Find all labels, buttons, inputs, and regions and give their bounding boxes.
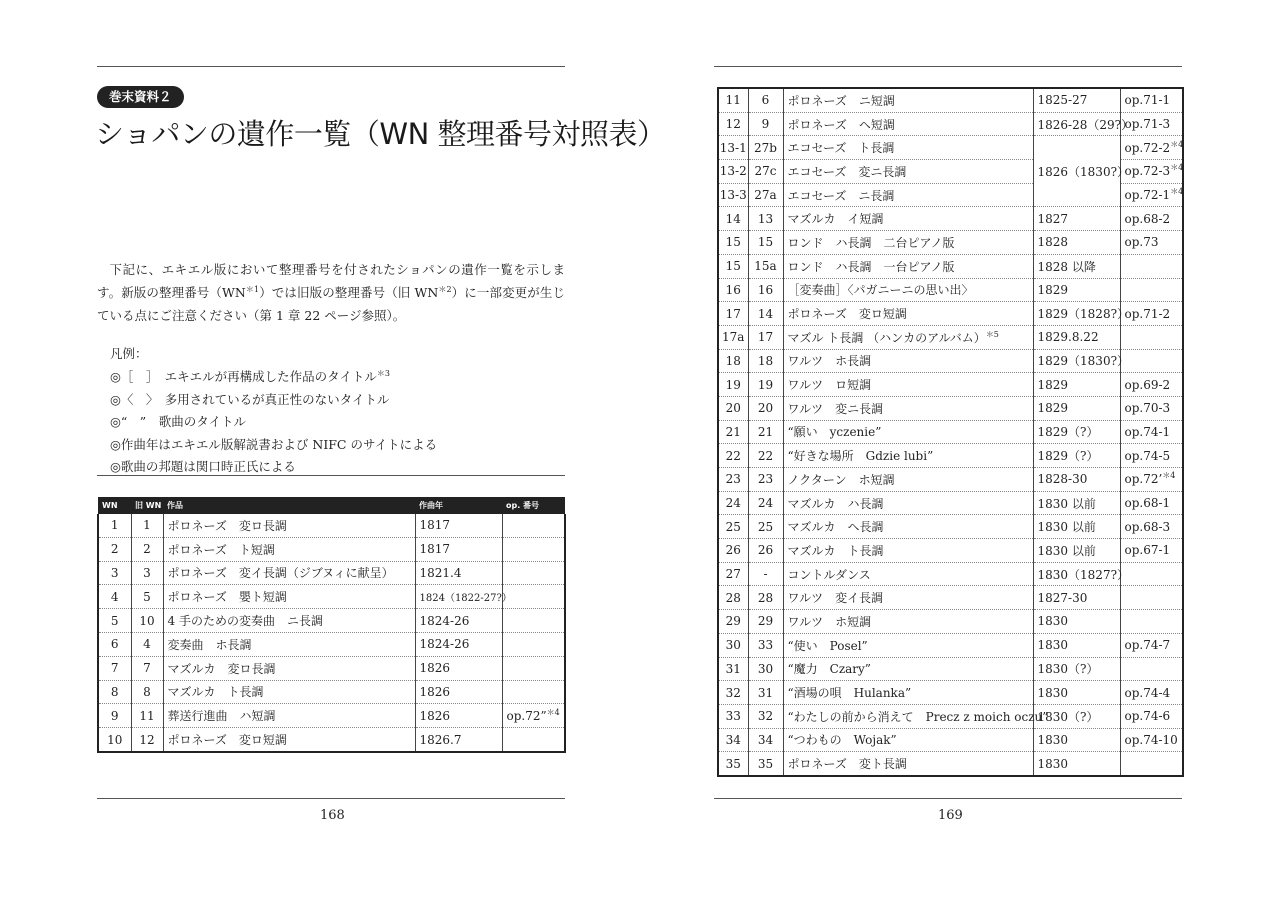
cell-year: 1829（?）	[1033, 444, 1120, 468]
cell-year: 1830	[1033, 633, 1120, 657]
cell-op: op.73	[1120, 231, 1183, 255]
cell-old-wn: 18	[748, 349, 783, 373]
cell-work: 4 手のための変奏曲 ニ長調	[163, 609, 415, 633]
table-row	[98, 680, 565, 704]
cell-wn: 29	[718, 610, 748, 634]
cell-op: $op.72-3^{*4}$	[1120, 160, 1183, 184]
cell-work: “好きな場所 Gdzie lubi”	[783, 444, 1033, 468]
cell-work: エコセーズ ト長調	[783, 136, 1033, 160]
cell-op	[1120, 325, 1183, 349]
table-row	[98, 585, 565, 609]
table-row	[718, 539, 1183, 563]
cell-old-wn: 29	[748, 610, 783, 634]
cell-wn: 1	[98, 514, 131, 537]
cell-work: マズルカ ト長調	[163, 680, 415, 704]
cell-work: ポロネーズ 変ト長調	[783, 752, 1033, 776]
cell-op	[1120, 349, 1183, 373]
cell-work: “わたしの前から消えて Precz z moich oczu”	[783, 704, 1033, 728]
cell-year: 1824（1822-27?）	[415, 585, 502, 609]
table-row	[718, 610, 1183, 634]
cell-old-wn: 1	[131, 514, 163, 537]
cell-wn: 28	[718, 586, 748, 610]
cell-year: 1828 以降	[1033, 254, 1120, 278]
cell-old-wn: 16	[748, 278, 783, 302]
cell-work: ワルツ ホ長調	[783, 349, 1033, 373]
legend-item: ◎［ ］ エキエルが再構成した作品のタイトル$^{*3}$	[110, 369, 391, 384]
cell-wn: 20	[718, 396, 748, 420]
cell-wn: 25	[718, 515, 748, 539]
cell-op: op.72’$^{*4}$	[1120, 468, 1183, 492]
works-table-right	[717, 87, 1184, 777]
cell-wn: 17a	[718, 325, 748, 349]
table-row	[98, 656, 565, 680]
table-row	[718, 231, 1183, 255]
cell-wn: 15	[718, 231, 748, 255]
cell-old-wn: 22	[748, 444, 783, 468]
table-row	[718, 207, 1183, 231]
table-row	[98, 704, 565, 728]
cell-wn: 3	[98, 561, 131, 585]
cell-year: 1825-27	[1033, 88, 1120, 112]
header-op: op. 番号	[502, 497, 565, 514]
table-row	[98, 728, 565, 752]
cell-wn: 34	[718, 728, 748, 752]
table-header-row	[98, 497, 565, 514]
cell-old-wn: -	[748, 562, 783, 586]
cell-work: マズルカ ト長調	[783, 539, 1033, 563]
cell-year: 1827	[1033, 207, 1120, 231]
cell-old-wn: 30	[748, 657, 783, 681]
table-row	[718, 752, 1183, 776]
top-rule	[97, 66, 565, 67]
cell-op: op.74-6	[1120, 704, 1183, 728]
cell-old-wn: 23	[748, 468, 783, 492]
cell-year: 1817	[415, 537, 502, 561]
table-row	[718, 468, 1183, 492]
cell-old-wn: 27c	[748, 160, 783, 184]
cell-wn: 17	[718, 302, 748, 326]
cell-wn: 13-2	[718, 160, 748, 184]
cell-op: op.74-10	[1120, 728, 1183, 752]
cell-op	[1120, 254, 1183, 278]
cell-work: ポロネーズ 変ロ短調	[163, 728, 415, 752]
cell-year: 1817	[415, 514, 502, 537]
cell-wn: 16	[718, 278, 748, 302]
cell-year: 1830（1827?）	[1033, 562, 1120, 586]
cell-op: op.74-7	[1120, 633, 1183, 657]
table-row	[718, 633, 1183, 657]
cell-year: 1829（?）	[1033, 420, 1120, 444]
cell-year: 1829（1830?）	[1033, 349, 1120, 373]
cell-op: op.72”$^{*4}$	[502, 704, 565, 728]
table-row	[718, 136, 1183, 160]
cell-year: 1826	[415, 680, 502, 704]
cell-work: ワルツ ロ短調	[783, 373, 1033, 397]
cell-wn: 30	[718, 633, 748, 657]
cell-year: 1830	[1033, 752, 1120, 776]
table-row	[718, 728, 1183, 752]
cell-wn: 35	[718, 752, 748, 776]
cell-year: 1828-30	[1033, 468, 1120, 492]
cell-op: op.70-3	[1120, 396, 1183, 420]
cell-year: 1821.4	[415, 561, 502, 585]
cell-work: “魔力 Czary”	[783, 657, 1033, 681]
table-row	[718, 515, 1183, 539]
cell-wn: 31	[718, 657, 748, 681]
cell-work: マズルカ イ短調	[783, 207, 1033, 231]
cell-op	[502, 656, 565, 680]
cell-op: op.71-3	[1120, 112, 1183, 136]
cell-work: 変奏曲 ホ長調	[163, 632, 415, 656]
cell-year: 1830 以前	[1033, 491, 1120, 515]
cell-year: 1826	[415, 704, 502, 728]
cell-year: 1824-26	[415, 609, 502, 633]
cell-wn: 10	[98, 728, 131, 752]
cell-year: 1828	[1033, 231, 1120, 255]
cell-work: ポロネーズ 変ロ短調	[783, 302, 1033, 326]
cell-op	[502, 561, 565, 585]
cell-op: op.67-1	[1120, 539, 1183, 563]
cell-year: 1829	[1033, 278, 1120, 302]
legend-rule	[97, 475, 565, 476]
cell-op	[1120, 610, 1183, 634]
cell-wn: 14	[718, 207, 748, 231]
cell-op	[502, 632, 565, 656]
cell-work: エコセーズ ニ長調	[783, 183, 1033, 207]
works-table-left	[97, 497, 566, 753]
cell-wn: 9	[98, 704, 131, 728]
table-row	[718, 278, 1183, 302]
cell-work: “使い Posel”	[783, 633, 1033, 657]
cell-old-wn: 11	[131, 704, 163, 728]
cell-work: ロンド ハ長調 二台ピアノ版	[783, 231, 1033, 255]
cell-wn: 6	[98, 632, 131, 656]
table-row	[718, 491, 1183, 515]
cell-old-wn: 26	[748, 539, 783, 563]
table-row	[718, 302, 1183, 326]
cell-work: ポロネーズ ト短調	[163, 537, 415, 561]
cell-work: マズルカ 変ロ長調	[163, 656, 415, 680]
header-year: 作曲年	[415, 497, 502, 514]
table-row	[98, 561, 565, 585]
legend-title: 凡例：	[110, 346, 148, 361]
cell-old-wn: 6	[748, 88, 783, 112]
cell-wn: 27	[718, 562, 748, 586]
header-work: 作品	[163, 497, 415, 514]
cell-op	[502, 537, 565, 561]
cell-op: $op.72-1^{*4}$	[1120, 183, 1183, 207]
cell-wn: 15	[718, 254, 748, 278]
cell-wn: 23	[718, 468, 748, 492]
cell-wn: 26	[718, 539, 748, 563]
cell-work: ワルツ 変イ長調	[783, 586, 1033, 610]
cell-op: op.68-2	[1120, 207, 1183, 231]
page-title: ショパンの遺作一覧（WN 整理番号対照表）	[95, 117, 666, 151]
right-page	[640, 0, 1280, 908]
cell-wn: 22	[718, 444, 748, 468]
cell-wn: 5	[98, 609, 131, 633]
cell-old-wn: 4	[131, 632, 163, 656]
cell-work: ワルツ 変ニ長調	[783, 396, 1033, 420]
cell-old-wn: 28	[748, 586, 783, 610]
table-row	[98, 514, 565, 537]
cell-year: 1829（1828?）	[1033, 302, 1120, 326]
cell-work: ポロネーズ 変イ長調（ジブヌィに献呈）	[163, 561, 415, 585]
table-row	[718, 373, 1183, 397]
cell-work: マズルカ ヘ長調	[783, 515, 1033, 539]
cell-wn: 11	[718, 88, 748, 112]
cell-old-wn: 5	[131, 585, 163, 609]
legend-list	[110, 366, 437, 479]
cell-op	[502, 609, 565, 633]
cell-year: 1830（?）	[1033, 704, 1120, 728]
cell-op: op.71-2	[1120, 302, 1183, 326]
table-row	[98, 537, 565, 561]
legend-item: ◎作曲年はエキエル版解説書および NIFC のサイトによる	[110, 436, 438, 452]
cell-wn: 21	[718, 420, 748, 444]
cell-year: 1830	[1033, 681, 1120, 705]
cell-old-wn: 3	[131, 561, 163, 585]
cell-work: エコセーズ 変ニ長調	[783, 160, 1033, 184]
table-row	[718, 349, 1183, 373]
cell-wn: 7	[98, 656, 131, 680]
cell-op	[1120, 586, 1183, 610]
cell-work: ［変奏曲］〈パガニーニの思い出〉	[783, 278, 1033, 302]
cell-wn: 18	[718, 349, 748, 373]
intro-paragraph: 下記に、エキエル版において整理番号を付されたショパンの遺作一覧を示します。新版の整理番号$(WN^{*1})$では旧版の整理番号（旧 $WN^{*2}$）に一部変更が生じている点にご注意ください（第 1 章 22 ページ参照）。	[97, 262, 565, 323]
cell-op	[1120, 657, 1183, 681]
cell-year: 1830	[1033, 728, 1120, 752]
cell-year: 1830 以前	[1033, 539, 1120, 563]
cell-wn: 33	[718, 704, 748, 728]
cell-op	[1120, 278, 1183, 302]
table-row	[718, 681, 1183, 705]
cell-op	[1120, 752, 1183, 776]
cell-op: op.68-3	[1120, 515, 1183, 539]
cell-op: op.74-5	[1120, 444, 1183, 468]
bottom-rule	[714, 798, 1182, 799]
cell-op: op.74-1	[1120, 420, 1183, 444]
top-rule	[714, 66, 1182, 67]
header-old-wn: 旧 WN	[131, 497, 163, 514]
cell-old-wn: 31	[748, 681, 783, 705]
table-row	[718, 254, 1183, 278]
cell-year: 1829	[1033, 396, 1120, 420]
cell-old-wn: 14	[748, 302, 783, 326]
cell-work: “酒場の唄 Hulanka”	[783, 681, 1033, 705]
cell-work: ポロネーズ 変ロ長調	[163, 514, 415, 537]
cell-op	[502, 680, 565, 704]
cell-op: op.74-4	[1120, 681, 1183, 705]
cell-work: ポロネーズ ヘ短調	[783, 112, 1033, 136]
cell-wn: 24	[718, 491, 748, 515]
cell-year: 1826（1830?）	[1033, 136, 1120, 207]
appendix-badge: 巻末資料２	[97, 86, 184, 108]
cell-old-wn: 20	[748, 396, 783, 420]
cell-wn: 2	[98, 537, 131, 561]
cell-work: コントルダンス	[783, 562, 1033, 586]
cell-old-wn: 24	[748, 491, 783, 515]
cell-year: 1824-26	[415, 632, 502, 656]
cell-op: $op.72-2^{*4}$	[1120, 136, 1183, 160]
cell-wn: 8	[98, 680, 131, 704]
cell-work: ワルツ ホ短調	[783, 610, 1033, 634]
cell-old-wn: 12	[131, 728, 163, 752]
cell-year: 1830（?）	[1033, 657, 1120, 681]
cell-op	[502, 728, 565, 752]
cell-old-wn: 32	[748, 704, 783, 728]
table-row	[718, 657, 1183, 681]
cell-work: マズルカ ハ長調	[783, 491, 1033, 515]
cell-wn: 32	[718, 681, 748, 705]
cell-wn: 4	[98, 585, 131, 609]
table-row	[718, 420, 1183, 444]
cell-op: op.71-1	[1120, 88, 1183, 112]
cell-old-wn: 2	[131, 537, 163, 561]
cell-work: ポロネーズ 嬰ト短調	[163, 585, 415, 609]
table-row	[718, 112, 1183, 136]
cell-old-wn: 17	[748, 325, 783, 349]
cell-old-wn: 27b	[748, 136, 783, 160]
page-number: 168	[320, 808, 345, 823]
table-row	[718, 444, 1183, 468]
cell-old-wn: 35	[748, 752, 783, 776]
table-row	[98, 609, 565, 633]
cell-work: ロンド ハ長調 一台ピアノ版	[783, 254, 1033, 278]
table-row	[718, 586, 1183, 610]
header-wn: WN	[98, 497, 131, 514]
cell-year: 1829	[1033, 373, 1120, 397]
bottom-rule	[97, 798, 565, 799]
cell-old-wn: 21	[748, 420, 783, 444]
cell-wn: 12	[718, 112, 748, 136]
page-number: 169	[938, 808, 963, 823]
cell-wn: 13-1	[718, 136, 748, 160]
cell-year: 1829.8.22	[1033, 325, 1120, 349]
cell-op	[1120, 562, 1183, 586]
table-row	[718, 325, 1183, 349]
cell-old-wn: 15a	[748, 254, 783, 278]
cell-old-wn: 33	[748, 633, 783, 657]
cell-old-wn: 27a	[748, 183, 783, 207]
cell-old-wn: 9	[748, 112, 783, 136]
cell-old-wn: 13	[748, 207, 783, 231]
cell-work: マズル ト長調 （ハンカのアルバム）$^{*5}$	[783, 325, 1033, 349]
cell-old-wn: 34	[748, 728, 783, 752]
cell-year: 1826.7	[415, 728, 502, 752]
cell-old-wn: 15	[748, 231, 783, 255]
legend-item: ◎歌曲の邦題は関口時正氏による	[110, 459, 296, 474]
cell-op: op.68-1	[1120, 491, 1183, 515]
table-row	[718, 562, 1183, 586]
cell-year: 1830	[1033, 610, 1120, 634]
table-row	[718, 704, 1183, 728]
cell-work: ノクターン ホ短調	[783, 468, 1033, 492]
cell-op: op.69-2	[1120, 373, 1183, 397]
cell-year: 1830 以前	[1033, 515, 1120, 539]
cell-work: “つわもの Wojak”	[783, 728, 1033, 752]
cell-old-wn: 10	[131, 609, 163, 633]
table-row	[718, 396, 1183, 420]
cell-old-wn: 19	[748, 373, 783, 397]
cell-year: 1826	[415, 656, 502, 680]
cell-wn: 13-3	[718, 183, 748, 207]
cell-work: ポロネーズ ニ短調	[783, 88, 1033, 112]
legend-item: ◎“ ” 歌曲のタイトル	[110, 414, 246, 429]
cell-old-wn: 25	[748, 515, 783, 539]
cell-old-wn: 7	[131, 656, 163, 680]
cell-wn: 19	[718, 373, 748, 397]
table-row	[98, 632, 565, 656]
cell-work: 葬送行進曲 ハ短調	[163, 704, 415, 728]
legend-item: ◎〈 〉 多用されているが真正性のないタイトル	[110, 391, 390, 407]
cell-work: “願い yczenie”	[783, 420, 1033, 444]
table-row	[718, 88, 1183, 112]
cell-year: 1827-30	[1033, 586, 1120, 610]
cell-op	[502, 514, 565, 537]
cell-old-wn: 8	[131, 680, 163, 704]
cell-year: 1826-28（29?）	[1033, 112, 1120, 136]
